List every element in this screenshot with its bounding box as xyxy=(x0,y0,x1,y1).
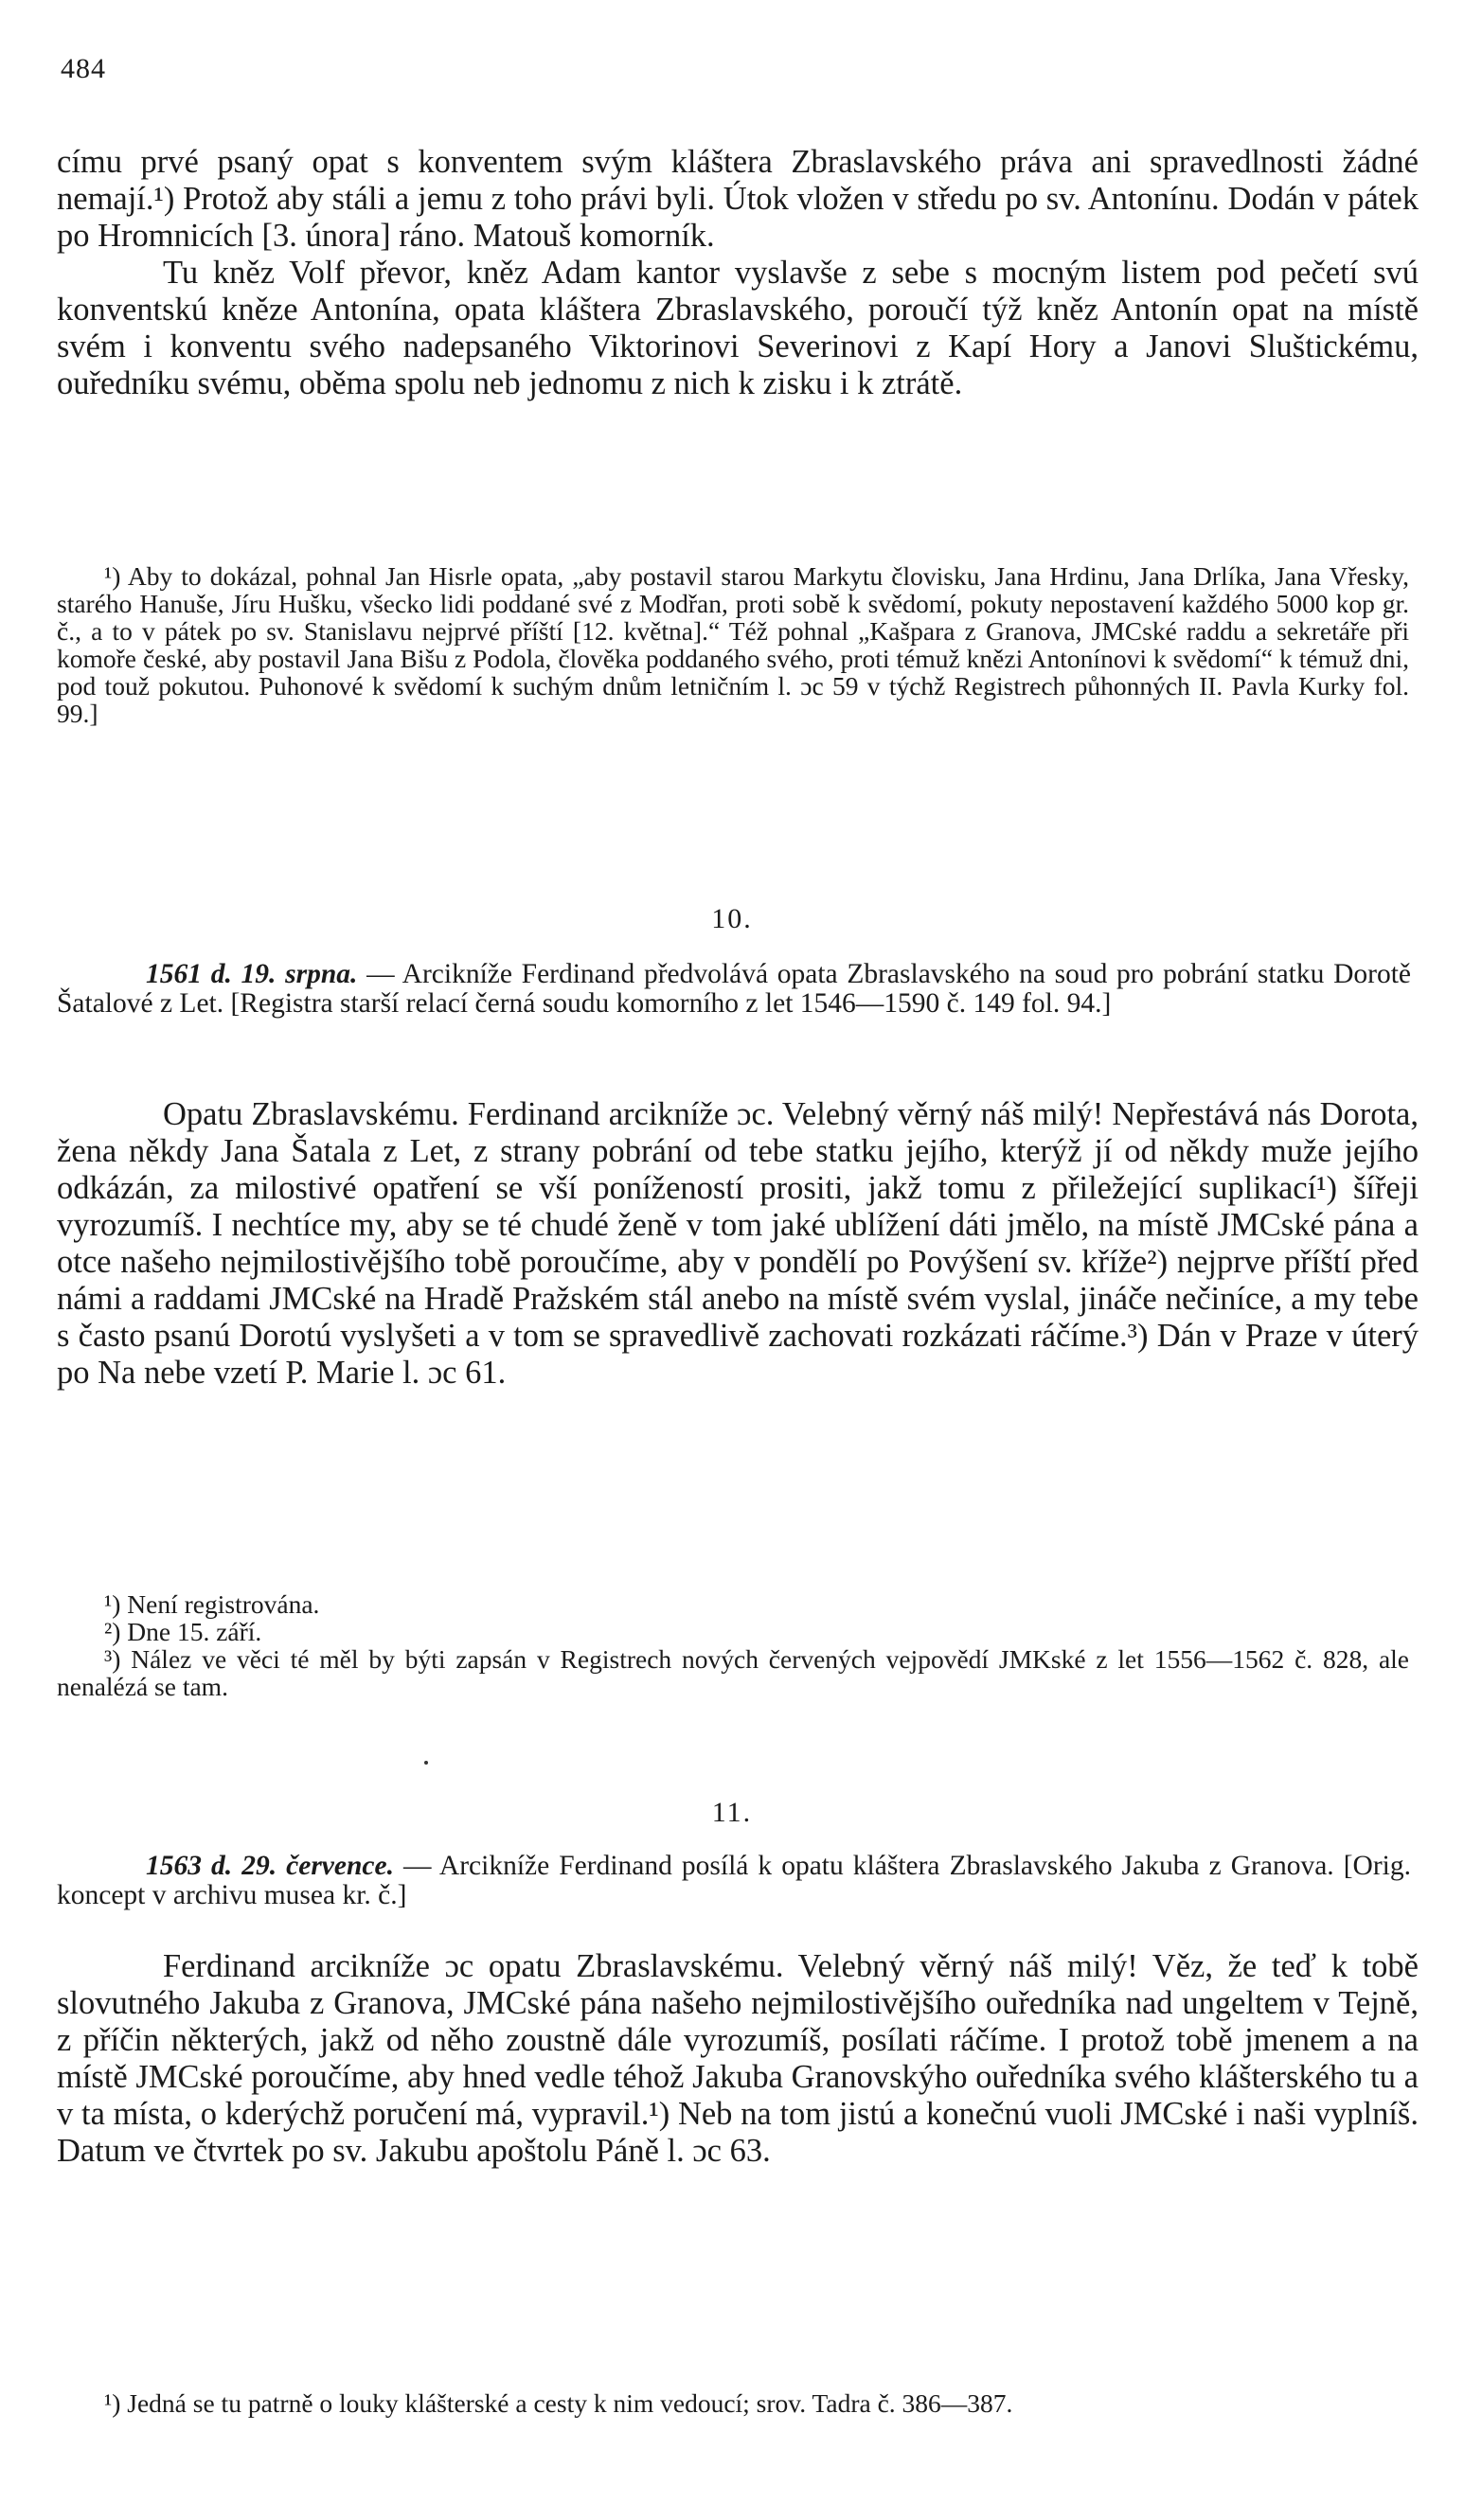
document-11-body xyxy=(57,1948,1419,2170)
regest-date-11: 1563 d. 29. července. xyxy=(146,1851,394,1881)
document-number-11: 11. xyxy=(711,1797,753,1828)
document-10-body xyxy=(57,1096,1419,1392)
doc11-footnote-1: ¹) Jedná se tu patrně o louky klášterské a cesty k nim vedoucí; srov. Tadra č. 386—387. xyxy=(104,2388,1013,2418)
regest-text-10: — Arcikníže Ferdinand předvolává opata Zbraslavského na soud pro pobrání statku Dorotě Šatalové z Let. [Registra starší relací černá soudu komorního z let 1546—1590 č. 149 fol. 94.] xyxy=(57,959,1411,1019)
prev-document-text xyxy=(57,144,1419,402)
doc10-footnote-3: ³) Nález ve věci té měl by býti zapsán v Registrech nových červených vejpovědí JMKské z let 1556—1562 č. 828, ale nenalézá se tam. xyxy=(57,1644,1409,1701)
doc10-footnote-1: ¹) Není registrována. xyxy=(104,1589,320,1619)
doc11-paragraph: Ferdinand arcikníže ɔc opatu Zbraslavskému. Velebný věrný náš milý! Věz, že teď k tobě slovutného Jakuba z Granova, JMCské pána našeho nejmilostivějšího ouředníka nad ungeltem v Tejně, z příčin některých, jakž od něho zoustně dále vyrozumíš, posílati ráčíme. I protož tobě jmenem a na místě JMCské poroučíme, aby hned vedle téhož Jakuba Granovskýho ouředníka svého klášterského tu a v ta místa, o kderýchž poručení má, vypravil.¹) Neb na tom jistú a konečnú vuoli JMCské i naši vyplníš. Datum ve čtvrtek po sv. Jakubu apoštolu Páně l. ɔc 63. xyxy=(57,1948,1419,2169)
regest-date-10: 1561 d. 19. srpna. xyxy=(146,959,358,989)
prev-footnote-block xyxy=(57,562,1409,727)
regest-text-11: — Arcikníže Ferdinand posílá k opatu kláštera Zbraslavského Jakuba z Granova. [Orig. koncept v archivu musea kr. č.] xyxy=(57,1851,1411,1910)
decorative-dot xyxy=(424,1761,428,1765)
prev-paragraph-2: Tu kněz Volf převor, kněz Adam kantor vyslavše z sebe s mocným listem pod pečetí svú konventskú kněze Antonína, opata kláštera Zbraslavského, poroučí týž kněz Antonín opat na místě svém i konventu svého nadepsaného Viktorinovi Severinovi z Kapí Hory a Janovi Sluštickému, ouředníku svému, oběma spolu neb jednomu z nich k zisku i k ztrátě. xyxy=(57,255,1419,401)
document-number-10: 10. xyxy=(711,903,753,934)
footnote-1: ¹) Aby to dokázal, pohnal Jan Hisrle opata, „aby postavil starou Markytu človisku, Jana Hrdinu, Jana Drlíka, Jana Vřesky, starého Hanuše, Jíru Hušku, všecko lidi poddané své z Modřan, proti sobě k svědomí, pokuty nepostavení každého 5000 kop gr. č., a to v pátek po sv. Stanislavu nejprvé příští [12. května].“ Též pohnal „Kašpara z Granova, JMCské raddu a sekretáře při komoře české, aby postavil Jana Bišu z Podola, člověka poddaného svého, proti témuž knězi Antonínovi k svědomí“ k témuž dni, pod touž pokutou. Puhonové k svědomí k suchým dnům letničním l. ɔc 59 v týchž Registrech půhonných II. Pavla Kurky fol. 99.] xyxy=(57,561,1409,728)
regest-10 xyxy=(57,960,1411,1019)
doc11-footnotes xyxy=(57,2389,1409,2417)
doc10-footnote-2: ²) Dne 15. září. xyxy=(104,1617,262,1646)
page-number: 484 xyxy=(61,53,106,84)
doc10-paragraph: Opatu Zbraslavskému. Ferdinand arcikníže ɔc. Velebný věrný náš milý! Nepřestává nás Dorota, žena někdy Jana Šatala z Let, z strany pobrání od tebe statku jejího, kterýž jí od někdy muže jejího odkázán, za milostivé opatření se vší ponížeností prositi, jakž tomu z přiležející suplikací¹) šířeji vyrozumíš. I nechtíce my, aby se té chudé ženě v tom jaké ublížení dáti jmělo, na místě JMCské pána a otce našeho nejmilostivějšího tobě poroučíme, aby v pondělí po Povýšení sv. kříže²) nejprve příští před námi a raddami JMCské na Hradě Pražském stál anebo na místě svém vyslal, jináče nečiníce, a my tebe s často psanú Dorotú vyslyšeti a v tom se spravedlivě zachovati rozkázati ráčíme.³) Dán v Praze v úterý po Na nebe vzetí P. Marie l. ɔc 61. xyxy=(57,1096,1419,1391)
prev-paragraph-1: címu prvé psaný opat s konventem svým kláštera Zbraslavského práva ani spravedlnosti žádné nemají.¹) Protož aby stáli a jemu z toho právi byli. Útok vložen v středu po sv. Antonínu. Dodán v pátek po Hromnicích [3. února] ráno. Matouš komorník. xyxy=(57,144,1419,254)
doc10-footnotes xyxy=(57,1590,1409,1700)
regest-11 xyxy=(57,1852,1411,1910)
